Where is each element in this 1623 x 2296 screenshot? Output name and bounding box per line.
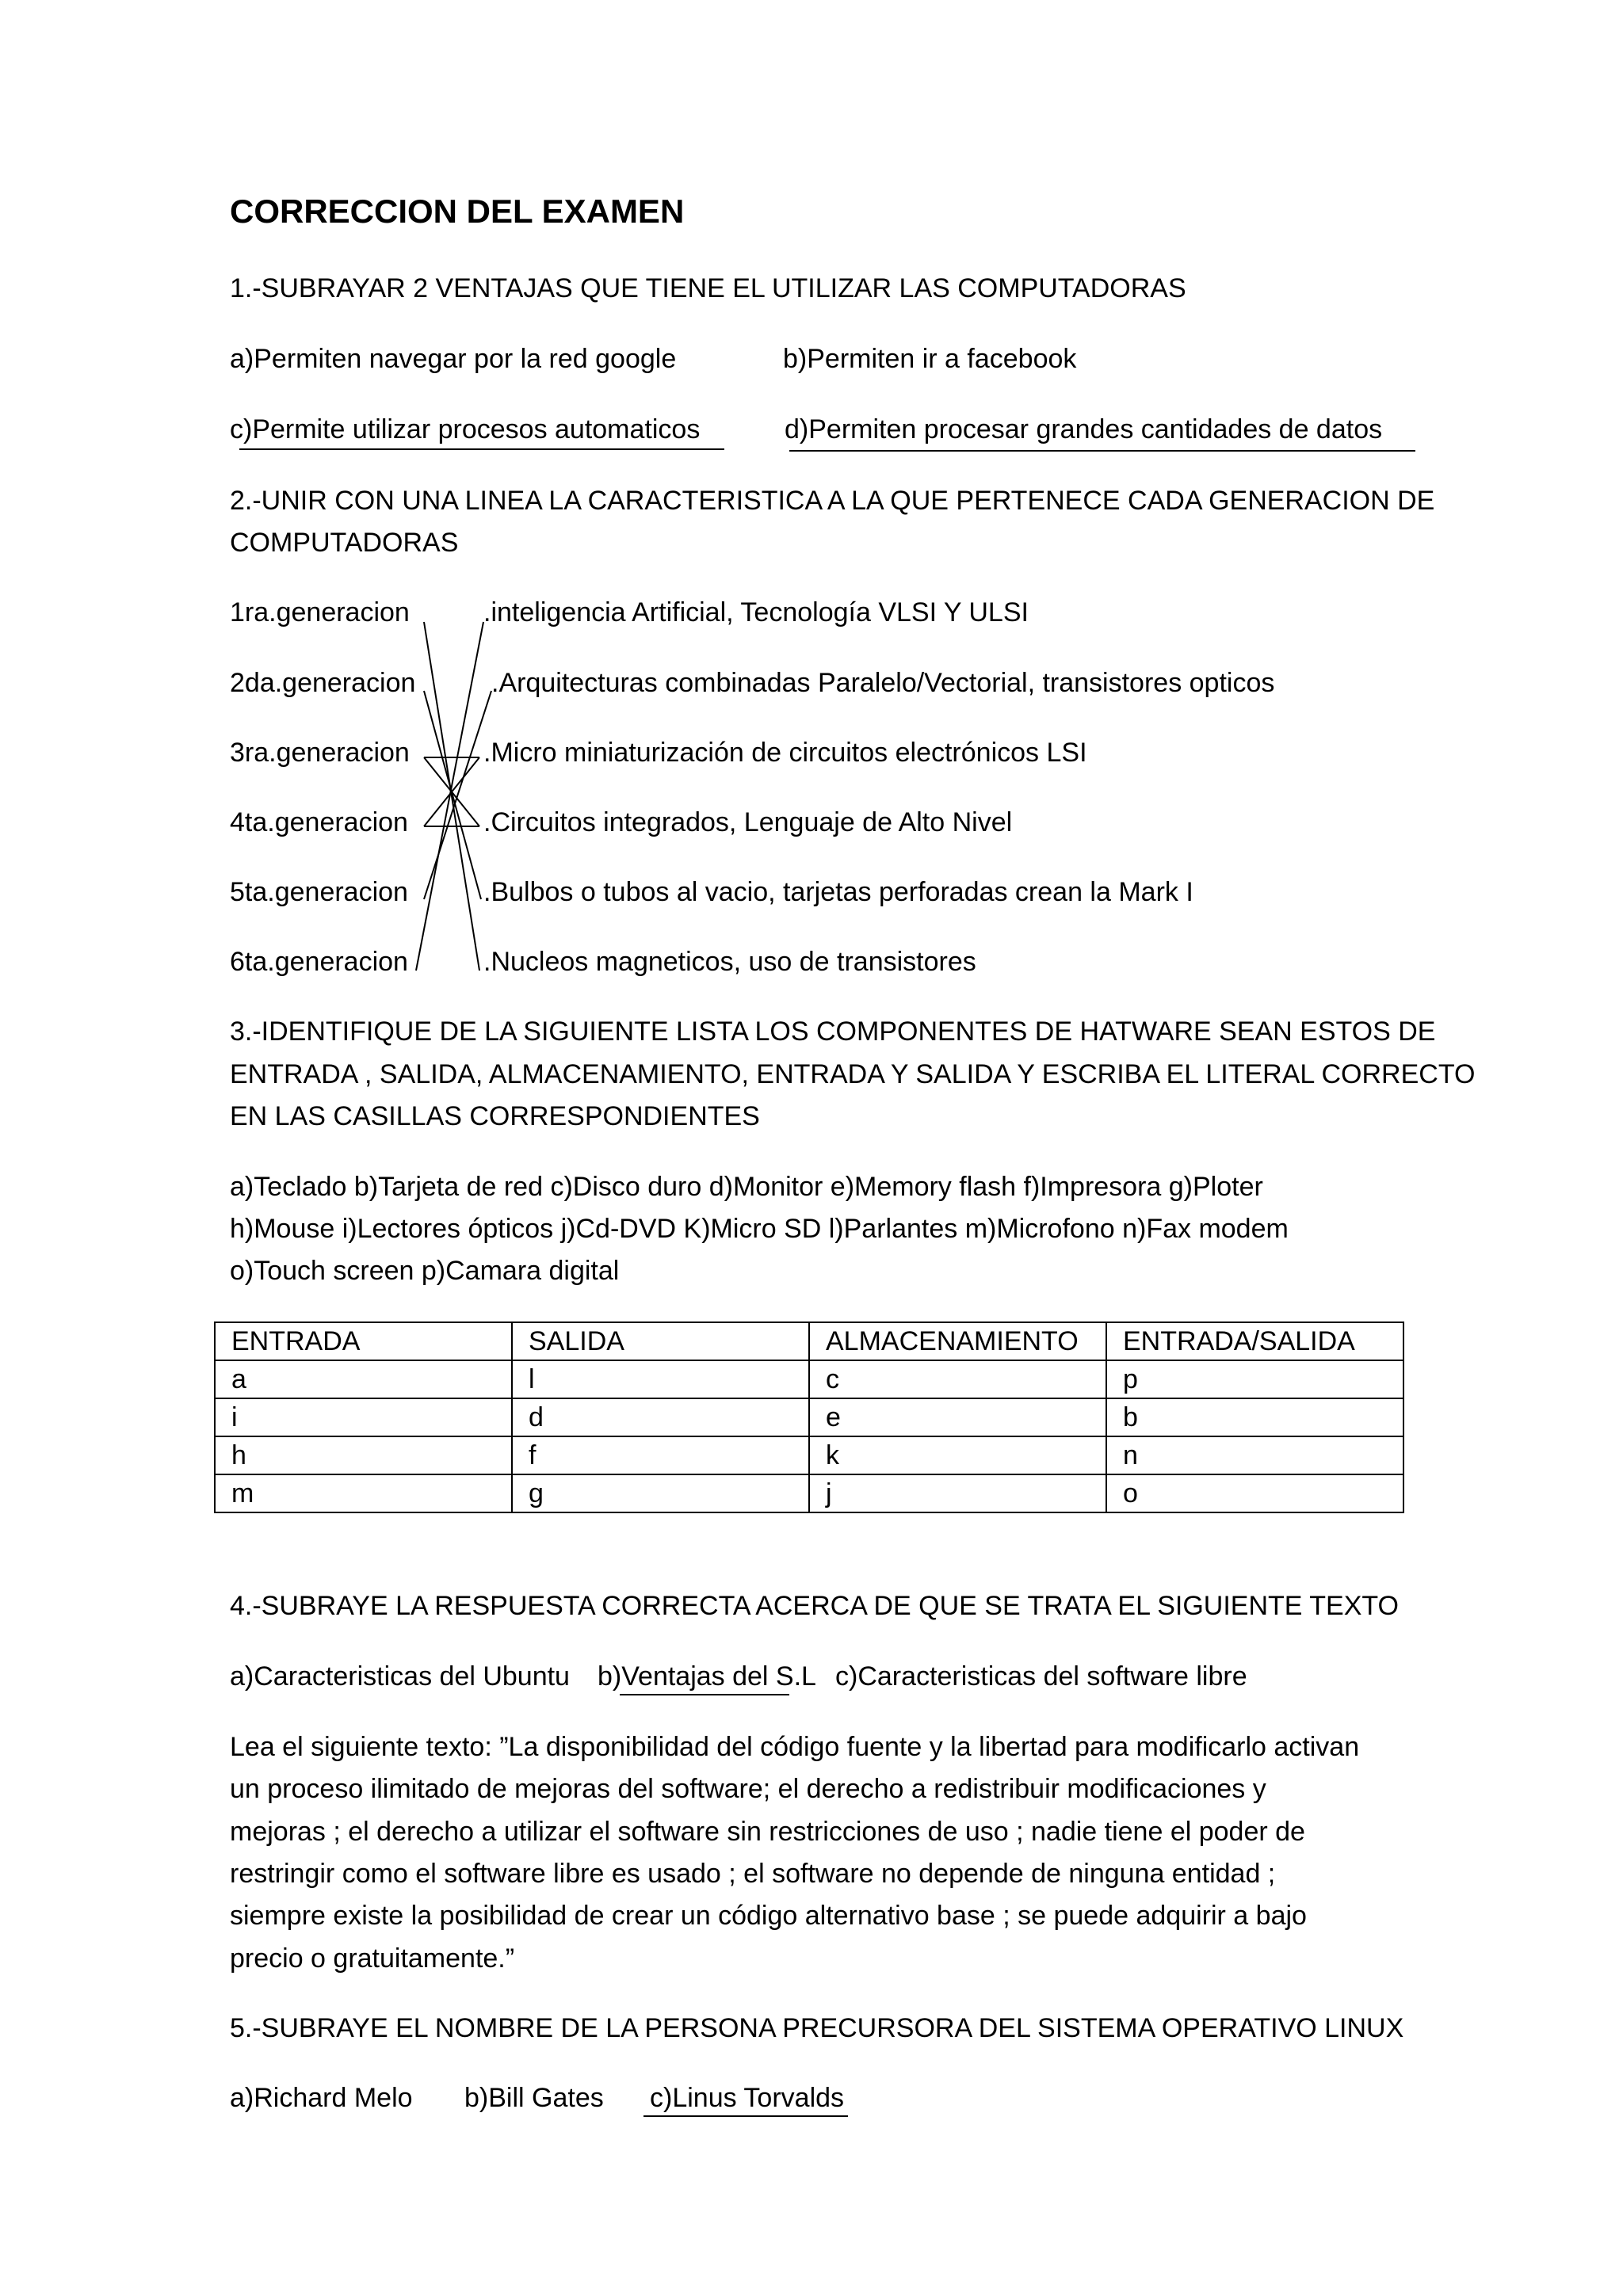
table-cell: e [809, 1398, 1106, 1436]
q4-option-c: c)Caracteristicas del software libre [835, 1661, 1247, 1691]
feature-4: .Circuitos integrados, Lenguaje de Alto Nivel [483, 807, 1013, 837]
match-line-gen2-feature5 [424, 691, 481, 899]
q1-question: 1.-SUBRAYAR 2 VENTAJAS QUE TIENE EL UTILIZAR LAS COMPUTADORAS [230, 273, 1186, 303]
table-row [215, 1474, 1403, 1512]
q2-question-line2: COMPUTADORAS [230, 528, 459, 558]
match-line-gen6-feature1 [416, 622, 483, 971]
q4-option-b: b)Ventajas del S.L [598, 1661, 816, 1691]
q3-list-line1: a)Teclado b)Tarjeta de red c)Disco duro d)Monitor e)Memory flash f)Impresora g)Ploter [230, 1172, 1263, 1202]
q5-option-a: a)Richard Melo [230, 2083, 413, 2113]
match-line-gen1-feature6 [424, 622, 479, 971]
table-cell: a [215, 1360, 512, 1398]
q3-question-line3: EN LAS CASILLAS CORRESPONDIENTES [230, 1101, 760, 1131]
generation-4: 4ta.generacion [230, 807, 408, 837]
q3-question-line1: 3.-IDENTIFIQUE DE LA SIGUIENTE LISTA LOS COMPONENTES DE HATWARE SEAN ESTOS DE [230, 1016, 1436, 1047]
q5-question: 5.-SUBRAYE EL NOMBRE DE LA PERSONA PRECURSORA DEL SISTEMA OPERATIVO LINUX [230, 2013, 1404, 2043]
q4-text-line2: un proceso ilimitado de mejoras del software; el derecho a redistribuir modificaciones y [230, 1774, 1266, 1804]
q4-text-line4: restringir como el software libre es usado ; el software no depende de ninguna entidad ; [230, 1859, 1276, 1889]
q1-option-b: b)Permiten ir a facebook [783, 344, 1077, 374]
page-title: CORRECCION DEL EXAMEN [230, 193, 685, 230]
table-header-row [215, 1322, 1403, 1360]
table-row [215, 1360, 1403, 1398]
generation-5: 5ta.generacion [230, 877, 408, 907]
q1-option-d: d)Permiten procesar grandes cantidades de datos [785, 414, 1383, 444]
match-line-gen5-feature2 [424, 691, 491, 899]
table-header: ALMACENAMIENTO [809, 1322, 1106, 1360]
q4-text-line3: mejoras ; el derecho a utilizar el software sin restricciones de uso ; nadie tiene el poder de [230, 1817, 1305, 1847]
matching-lines [0, 0, 1623, 998]
table-cell: n [1106, 1436, 1403, 1474]
q1-option-a: a)Permiten navegar por la red google [230, 344, 677, 374]
q4-question: 4.-SUBRAYE LA RESPUESTA CORRECTA ACERCA DE QUE SE TRATA EL SIGUIENTE TEXTO [230, 1591, 1399, 1621]
table-cell: j [809, 1474, 1106, 1512]
q5-option-c: c)Linus Torvalds [650, 2083, 845, 2113]
table-cell: g [512, 1474, 809, 1512]
q1-option-c: c)Permite utilizar procesos automaticos [230, 414, 701, 444]
table-row [215, 1398, 1403, 1436]
feature-5: .Bulbos o tubos al vacio, tarjetas perforadas crean la Mark I [483, 877, 1193, 907]
table-cell: m [215, 1474, 512, 1512]
table-cell: l [512, 1360, 809, 1398]
q3-question-line2: ENTRADA , SALIDA, ALMACENAMIENTO, ENTRADA Y SALIDA Y ESCRIBA EL LITERAL CORRECTO [230, 1059, 1476, 1089]
table-cell: o [1106, 1474, 1403, 1512]
hardware-table [214, 1322, 1404, 1513]
q4-text-line5: siempre existe la posibilidad de crear un código alternativo base ; se puede adquirir a bajo [230, 1901, 1307, 1931]
table-cell: h [215, 1436, 512, 1474]
q4-option-b-underline [620, 1694, 789, 1695]
table-cell: p [1106, 1360, 1403, 1398]
table-header: ENTRADA [215, 1322, 512, 1360]
q4-text-line1: Lea el siguiente texto: ”La disponibilidad del código fuente y la libertad para modificarlo activan [230, 1732, 1360, 1762]
table-cell: c [809, 1360, 1106, 1398]
feature-1: .inteligencia Artificial, Tecnología VLSI Y ULSI [483, 597, 1029, 627]
q3-list-line2: h)Mouse i)Lectores ópticos j)Cd-DVD K)Micro SD l)Parlantes m)Microfono n)Fax modem [230, 1214, 1289, 1244]
generation-2: 2da.generacion [230, 668, 416, 698]
table-cell: d [512, 1398, 809, 1436]
feature-2: .Arquitecturas combinadas Paralelo/Vectorial, transistores opticos [491, 668, 1275, 698]
table-cell: f [512, 1436, 809, 1474]
table-row [215, 1436, 1403, 1474]
table-header: ENTRADA/SALIDA [1106, 1322, 1403, 1360]
q2-question-line1: 2.-UNIR CON UNA LINEA LA CARACTERISTICA A LA QUE PERTENECE CADA GENERACION DE [230, 486, 1435, 516]
q4-text-line6: precio o gratuitamente.” [230, 1943, 515, 1974]
generation-6: 6ta.generacion [230, 947, 408, 977]
feature-6: .Nucleos magneticos, uso de transistores [483, 947, 976, 977]
feature-3: .Micro miniaturización de circuitos electrónicos LSI [483, 738, 1087, 768]
q5-option-b: b)Bill Gates [464, 2083, 604, 2113]
q3-list-line3: o)Touch screen p)Camara digital [230, 1256, 620, 1286]
table-cell: b [1106, 1398, 1403, 1436]
table-cell: i [215, 1398, 512, 1436]
table-cell: k [809, 1436, 1106, 1474]
q4-option-a: a)Caracteristicas del Ubuntu [230, 1661, 570, 1691]
table-header: SALIDA [512, 1322, 809, 1360]
generation-3: 3ra.generacion [230, 738, 410, 768]
generation-1: 1ra.generacion [230, 597, 410, 627]
q5-option-c-underline [643, 2115, 848, 2117]
